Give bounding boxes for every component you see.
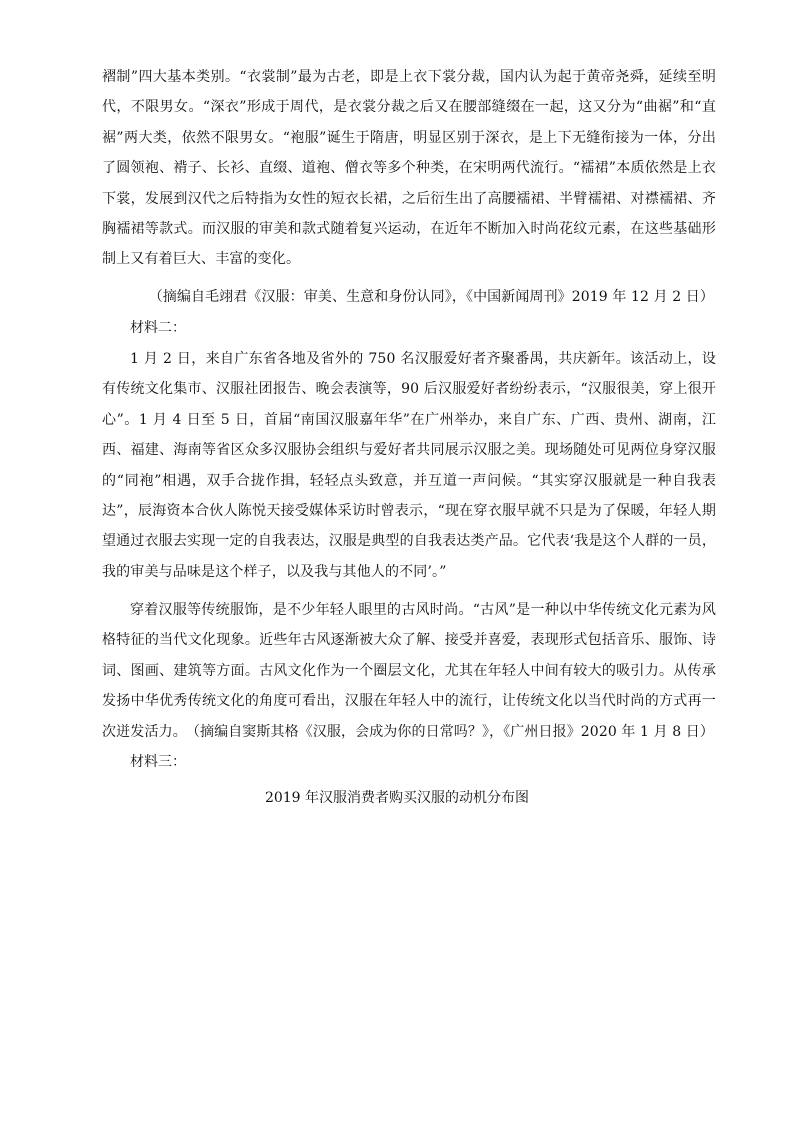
material2-paragraph-1: 1 月 2 日，来自广东省各地及省外的 750 名汉服爱好者齐聚番禺，共庆新年。该活动上，设有传统文化集市、汉服社团报告、晚会表演等，90 后汉服爱好者纷纷表示，“汉服很美，穿上很开心”。1 月 4 日至 5 日，首届“南国汉服嘉年华”在广州举办，来自广东、广西、贵州、湖南，江西、福建、海南等省区众多汉服协会组织与爱好者共同展示汉服之美。现场随处可见两位身穿汉服的“同袍”相遇，双手合拢作揖，轻轻点头致意，并互道一声问候。“其实穿汉服就是一种自我表达”，辰海资本合伙人陈悦天接受媒体采访时曾表示，“现在穿衣服早就不只是为了保暖，年轻人期望通过衣服去实现一定的自我表达，汉服是典型的自我表达类产品。它代表‘我是这个人群的一员，我的审美与品味是这个样子，以及我与其他人的不同’。” <box>102 351 716 580</box>
material1-continued-text <box>102 62 716 275</box>
source-citation-2: （摘编自窦斯其格《汉服，会成为你的日常吗？》，《广州日报》2020 年 1 月 8 日） <box>185 724 714 740</box>
material2-label: 材料二： <box>130 320 186 336</box>
material1-paragraph: 褶制”四大基本类别。“衣裳制”最为古老，即是上衣下裳分裁，国内认为起于黄帝尧舜，延续至明代，不限男女。“深衣”形成于周代，是衣裳分裁之后又在腰部缝缀在一起，这又分为“曲裾”和“直裾”两大类，依然不限男女。“袍服”诞生于隋唐，明显区别于深衣，是上下无缝衔接为一体，分出了圆领袍、褙子、长衫、直缀、道袍、僧衣等多个种类，在宋明两代流行。“襦裙”本质依然是上衣下裳，发展到汉代之后特指为女性的短衣长裙，之后衍生出了高腰襦裙、半臂襦裙、对襟襦裙、齐胸襦裙等款式。而汉服的审美和款式随着复兴运动，在近年不断加入时尚花纹元素，在这些基础形制上又有着巨大、丰富的变化。 <box>102 69 716 268</box>
material3-label: 材料三： <box>130 754 186 770</box>
source-citation-1: （摘编自毛翊君《汉服：审美、生意和身份认同》，《中国新闻周刊》2019 年 12 月 2 日） <box>148 289 714 305</box>
material2-text <box>102 344 716 587</box>
material2-paragraph-2: 穿着汉服等传统服饰，是不少年轻人眼里的古风时尚。“古风”是一种以中华传统文化元素为风格特征的当代文化现象。近些年古风逐渐被大众了解、接受并喜爱，表现形式包括音乐、服饰、诗词、图画、建筑等方面。古风文化作为一个圈层文化，尤其在年轻人中间有较大的吸引力。从传承发扬中华优秀传统文化的角度可看出，汉服在年轻人中的流行，让传统文化以当代时尚的方式再一次迸发活力。 <box>102 602 716 740</box>
chart-title: 2019 年汉服消费者购买汉服的动机分布图 <box>264 790 530 806</box>
